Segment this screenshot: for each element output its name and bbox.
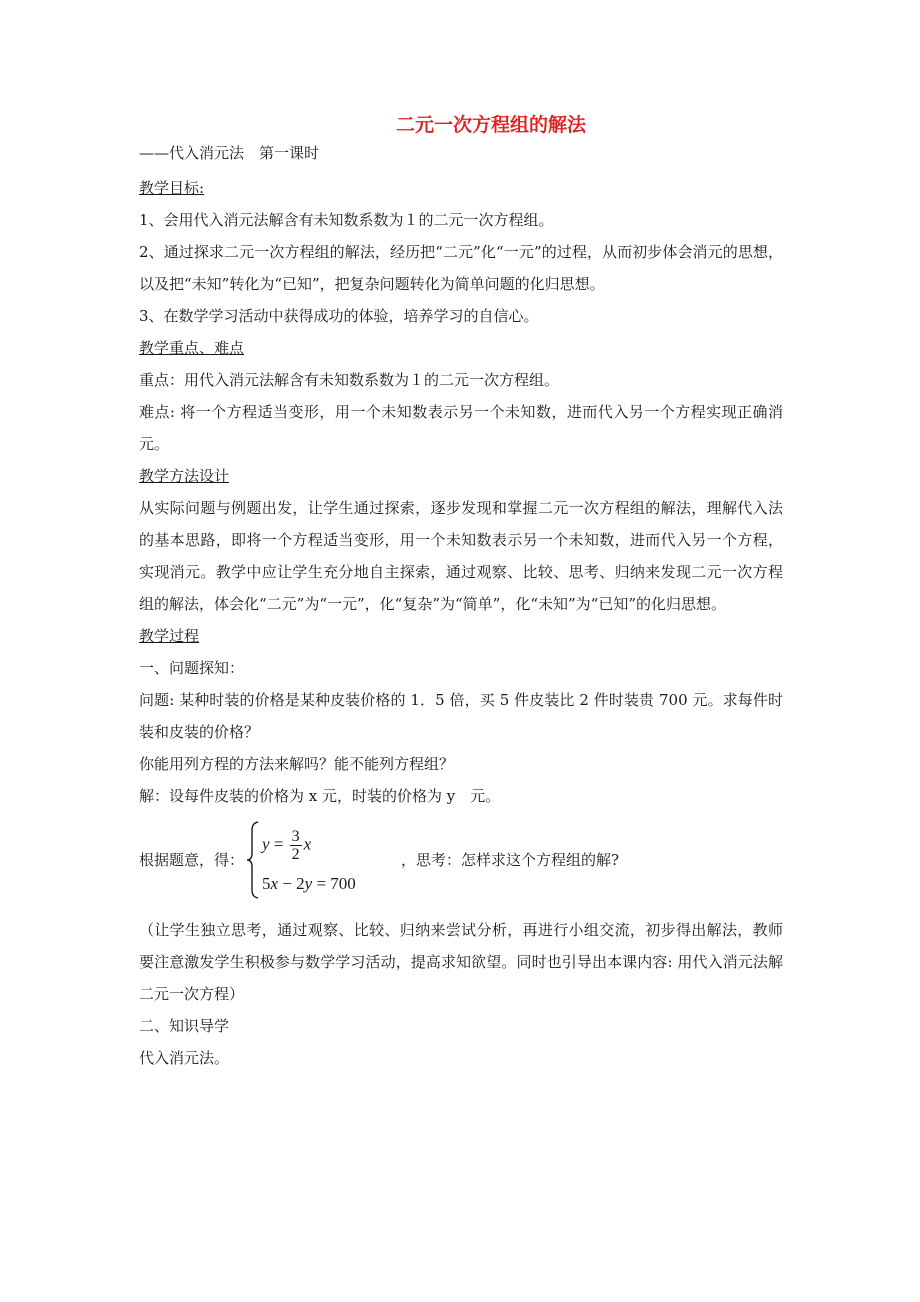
objectives-heading: 教学目标: xyxy=(139,179,205,197)
keypoint-difficulty: 难点: 将一个方程适当变形，用一个未知数表示另一个未知数，进而代入另一个方程实现正确消元。 xyxy=(139,403,783,453)
teaching-note: （让学生独立思考，通过观察、比较、归纳来尝试分析，再进行小组交流，初步得出解法，教师要注意激发学生积极参与数学学习活动，提高求知欲望。同时也引导出本课内容: 用代入消元法解二元一次方程） xyxy=(139,921,783,1003)
equation-2: 5x − 2y = 700 xyxy=(262,874,356,893)
objective-item-3: 3、在数学学习活动中获得成功的体验，培养学习的自信心。 xyxy=(139,307,539,325)
document-title: 二元一次方程组的解法 xyxy=(395,114,586,136)
problem-text: 问题: 某种时装的价格是某种皮装价格的 1．5 倍，买 5 件皮装比 2 件时装贵 700 元。求每件时装和皮装的价格？ xyxy=(139,691,783,741)
section-problem-explore: 一、问题探知： xyxy=(139,659,245,677)
equation-system xyxy=(246,820,376,900)
equation-1: y = $\frac{3}{2}$ x xyxy=(262,828,312,863)
section-knowledge-guide: 二、知识导学 xyxy=(139,1017,230,1035)
document-page xyxy=(139,110,783,1074)
solution-text: 解：设每件皮装的价格为 x 元，时装的价格为 y 元。 xyxy=(139,787,501,805)
equation-line xyxy=(139,814,783,906)
last-line: 代入消元法。 xyxy=(139,1049,230,1067)
keypoint-focus: 重点：用代入消元法解含有未知数系数为１的二元一次方程组。 xyxy=(139,371,560,389)
objective-item-1: 1、会用代入消元法解含有未知数系数为１的二元一次方程组。 xyxy=(139,211,554,229)
equation-tail: ，思考：怎样求这个方程组的解? xyxy=(401,851,620,869)
process-heading: 教学过程 xyxy=(139,627,200,645)
method-text: 从实际问题与例题出发，让学生通过探索，逐步发现和掌握二元一次方程组的解法，理解代入法的基本思路，即将一个方程适当变形，用一个未知数表示另一个未知数，进而代入另一个方程，实现消元。教学中应让学生充分地自主探索，通过观察、比较、思考、归纳来发现二元一次方程组的解法，体会化“二元”为“一元”，化“复杂”为“简单”，化“未知”为“已知”的化归思想。 xyxy=(139,499,783,613)
objective-item-2: 2、通过探求二元一次方程组的解法，经历把“二元”化“一元”的过程，从而初步体会消元的思想，以及把“未知”转化为“已知”，把复杂问题转化为简单问题的化归思想。 xyxy=(139,243,783,293)
keypoints-heading: 教学重点、难点 xyxy=(139,339,245,357)
left-brace-icon xyxy=(246,820,260,900)
question-text: 你能用列方程的方法来解吗？能不能列方程组？ xyxy=(139,755,455,773)
document-subtitle: ——代入消元法 第一课时 xyxy=(139,144,320,162)
equation-lead: 根据题意，得： xyxy=(139,851,245,869)
method-heading: 教学方法设计 xyxy=(139,467,230,485)
fraction: $\frac{3}{2}$ xyxy=(291,828,300,863)
